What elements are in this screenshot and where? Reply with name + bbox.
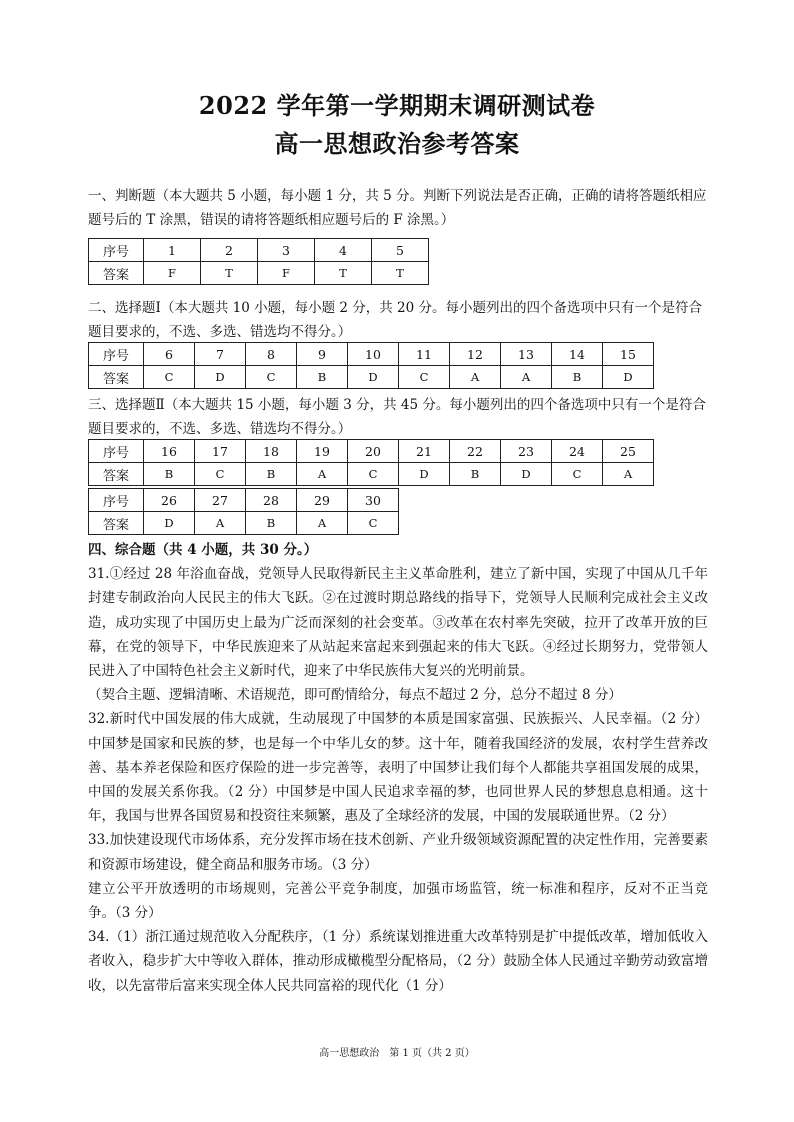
section1-heading: 一、判断题（本大题共 5 小题，每小题 1 分，共 5 分。判断下列说法是否正确，正确的请将答题纸相应题号后的 T 涂黑，错误的请将答题纸相应题号后的 F 涂黑。） — [88, 188, 707, 228]
table-cell: C — [195, 463, 246, 486]
table-cell: 25 — [603, 440, 654, 463]
table-cell: 16 — [144, 440, 195, 463]
table-row — [89, 343, 654, 366]
table-cell: 2 — [201, 239, 258, 262]
answer-34: 34.（1）浙江通过规范收入分配秩序，（1 分）系统谋划推进重大改革特别是扩中提低改革，增加低收入者收入，稳步扩大中等收入群体，推动形成橄榄型分配格局，（2 分）鼓励全体人民通过辛勤劳动致富增收，以先富带后富来实现全体人民共同富裕的现代化（1 分） — [88, 929, 708, 994]
table-cell: C — [348, 463, 399, 486]
table-cell: 14 — [552, 343, 603, 366]
table-cell: A — [501, 366, 552, 389]
section3-table-b — [88, 488, 399, 535]
table-cell: T — [201, 262, 258, 285]
table-cell: 27 — [195, 489, 246, 512]
table-cell: A — [297, 463, 348, 486]
table-cell: 10 — [348, 343, 399, 366]
table-cell: 3 — [258, 239, 315, 262]
table-cell: 11 — [399, 343, 450, 366]
table-cell: 7 — [195, 343, 246, 366]
section4-heading: 四、综合题（共 4 小题，共 30 分。） — [88, 542, 318, 558]
section3-table-a — [88, 439, 654, 486]
table-cell: 21 — [399, 440, 450, 463]
table-cell: B — [246, 463, 297, 486]
table-cell: C — [144, 366, 195, 389]
table-cell: 20 — [348, 440, 399, 463]
row-label-answer: 答案 — [89, 463, 144, 486]
answer-32: 32.新时代中国发展的伟大成就，生动展现了中国梦的本质是国家富强、民族振兴、人民幸福。（2 分）中国梦是国家和民族的梦，也是每一个中华儿女的梦。这十年，随着我国经济的发展，农村学生营养改善、基本养老保险和医疗保险的进一步完善等，表明了中国梦让我们每个人都能共享祖国发展的成果，中国的发展关系你我。（2 分）中国梦是中国人民追求幸福的梦，也同世界人民的梦想息息相通。这十年，我国与世界各国贸易和投资往来频繁，惠及了全球经济的发展，中国的发展联通世界。（2 分） — [88, 711, 708, 825]
table-cell: A — [195, 512, 246, 535]
table-row — [89, 463, 654, 486]
table-row — [89, 512, 399, 535]
answer-33-part-1: 33.加快建设现代市场体系，充分发挥市场在技术创新、产业升级领域资源配置的决定性作用，完善要素和资源市场建设，健全商品和服务市场。（3 分） — [88, 832, 708, 873]
answer-33-part-2: 建立公平开放透明的市场规则，完善公平竞争制度，加强市场监管，统一标准和程序，反对不正当竞争。（3 分） — [88, 880, 708, 922]
table-cell: D — [399, 463, 450, 486]
table-cell: B — [450, 463, 501, 486]
table-cell: D — [603, 366, 654, 389]
table-cell: D — [501, 463, 552, 486]
table-cell: 17 — [195, 440, 246, 463]
table-cell: 30 — [348, 489, 399, 512]
answer-31-note: （契合主题、逻辑清晰、术语规范，即可酌情给分，每点不超过 2 分，总分不超过 8 分） — [88, 687, 622, 704]
table-cell: 15 — [603, 343, 654, 366]
table-row — [89, 262, 429, 285]
table-cell: 6 — [144, 343, 195, 366]
table-cell: 13 — [501, 343, 552, 366]
table-cell: 24 — [552, 440, 603, 463]
table-cell: D — [348, 366, 399, 389]
table-cell: 4 — [315, 239, 372, 262]
title-line-1: 2022 学年第一学期期末调研测试卷 — [198, 91, 596, 120]
table-cell: 28 — [246, 489, 297, 512]
table-cell: 1 — [144, 239, 201, 262]
row-label-answer: 答案 — [89, 262, 144, 285]
table-row — [89, 239, 429, 262]
table-cell: 19 — [297, 440, 348, 463]
table-cell: D — [195, 366, 246, 389]
table-row — [89, 440, 654, 463]
row-label-answer: 答案 — [89, 366, 144, 389]
table-cell: 12 — [450, 343, 501, 366]
table-row — [89, 366, 654, 389]
table-cell: B — [552, 366, 603, 389]
page-footer: 高一思想政治 第 1 页（共 2 页） — [319, 1048, 475, 1059]
section2-table — [88, 342, 654, 389]
table-cell: C — [246, 366, 297, 389]
table-cell: T — [372, 262, 429, 285]
table-cell: D — [144, 512, 195, 535]
table-cell: 9 — [297, 343, 348, 366]
table-cell: 29 — [297, 489, 348, 512]
row-label-number: 序号 — [89, 489, 144, 512]
table-cell: 5 — [372, 239, 429, 262]
table-cell: B — [144, 463, 195, 486]
section2-heading: 二、选择题Ⅰ（本大题共 10 小题，每小题 2 分，共 20 分。每小题列出的四个备选项中只有一个是符合题目要求的，不选、多选、错选均不得分。） — [88, 300, 703, 340]
table-cell: A — [297, 512, 348, 535]
table-cell: 18 — [246, 440, 297, 463]
row-label-number: 序号 — [89, 343, 144, 366]
section3-heading: 三、选择题Ⅱ（本大题共 15 小题，每小题 3 分，共 45 分。每小题列出的四个备选项中只有一个是符合题目要求的，不选、多选、错选均不得分。） — [88, 397, 706, 437]
table-cell: F — [144, 262, 201, 285]
row-label-answer: 答案 — [89, 512, 144, 535]
section1-table — [88, 238, 429, 285]
table-cell: T — [315, 262, 372, 285]
table-cell: A — [603, 463, 654, 486]
table-cell: 26 — [144, 489, 195, 512]
title-line-2: 高一思想政治参考答案 — [274, 129, 520, 158]
table-cell: 23 — [501, 440, 552, 463]
table-cell: 22 — [450, 440, 501, 463]
table-cell: C — [552, 463, 603, 486]
table-cell: B — [246, 512, 297, 535]
table-cell: B — [297, 366, 348, 389]
row-label-number: 序号 — [89, 239, 144, 262]
table-row — [89, 489, 399, 512]
table-cell: C — [348, 512, 399, 535]
table-cell: A — [450, 366, 501, 389]
table-cell: C — [399, 366, 450, 389]
table-cell: 8 — [246, 343, 297, 366]
table-cell: F — [258, 262, 315, 285]
row-label-number: 序号 — [89, 440, 144, 463]
answer-31: 31.①经过 28 年浴血奋战，党领导人民取得新民主主义革命胜利，建立了新中国，实现了中国从几千年封建专制政治向人民民主的伟大飞跃。②在过渡时期总路线的指导下，党领导人民顺利完成社会主义改造，成功实现了中国历史上最为广泛而深刻的社会变革。③改革在农村率先突破，拉开了改革开放的巨幕，在党的领导下，中华民族迎来了从站起来富起来到强起来的伟大飞跃。④经过长期努力，党带领人民进入了中国特色社会主义新时代，迎来了中华民族伟大复兴的光明前景。 — [88, 566, 708, 680]
section4 — [88, 538, 708, 998]
